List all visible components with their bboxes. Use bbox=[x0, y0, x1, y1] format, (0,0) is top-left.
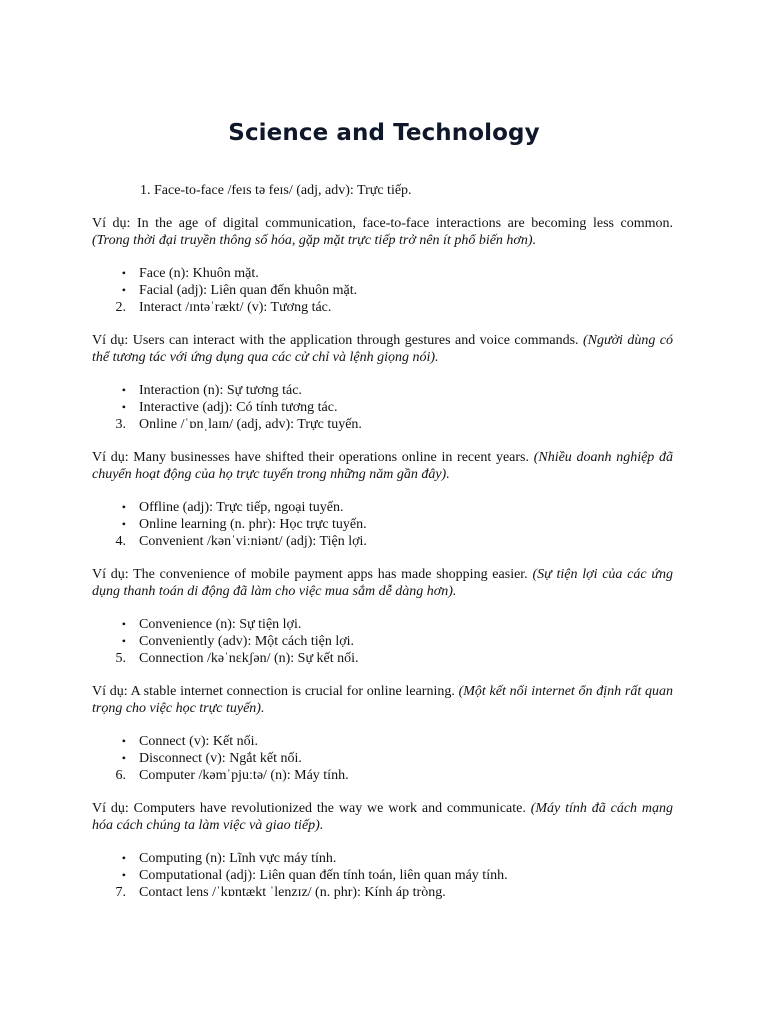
vocab-list-item bbox=[92, 265, 673, 282]
vocab-list-item bbox=[92, 616, 673, 633]
vocab-list-item bbox=[92, 867, 673, 884]
vocab-list bbox=[92, 382, 673, 433]
vocab-text: Computing (n): Lĩnh vực máy tính. bbox=[139, 851, 337, 866]
bullet-marker: • bbox=[121, 634, 126, 648]
number-marker: 2. bbox=[115, 300, 126, 315]
example-english: Ví dụ: Many businesses have shifted their operations online in recent years. bbox=[92, 450, 529, 465]
vocab-list-item bbox=[92, 516, 673, 533]
example-english: Ví dụ: In the age of digital communication, face-to-face interactions are becoming less common. bbox=[92, 216, 673, 231]
bullet-marker: • bbox=[121, 851, 126, 865]
vocab-text: Interaction (n): Sự tương tác. bbox=[139, 383, 302, 398]
example-english: Ví dụ: A stable internet connection is crucial for online learning. bbox=[92, 684, 455, 699]
example-translation: (Người dùng có thể tương tác với ứng dụng qua các cử chỉ và lệnh giọng nói). bbox=[92, 333, 674, 365]
vocab-text: Online /ˈɒnˌlaɪn/ (adj, adv): Trực tuyến. bbox=[139, 417, 362, 432]
page-title: Science and Technology bbox=[228, 120, 540, 146]
bullet-marker: • bbox=[121, 734, 126, 748]
example-translation: (Trong thời đại truyền thông số hóa, gặp mặt trực tiếp trở nên ít phổ biến hơn). bbox=[92, 233, 537, 248]
vocab-list bbox=[92, 733, 673, 784]
example-sentence bbox=[92, 800, 673, 834]
vocab-list-item bbox=[92, 733, 673, 750]
vocab-text: Offline (adj): Trực tiếp, ngoại tuyến. bbox=[139, 500, 344, 515]
example-english: Ví dụ: The convenience of mobile payment apps has made shopping easier. bbox=[92, 567, 528, 582]
number-marker: 3. bbox=[115, 417, 126, 432]
bullet-marker: • bbox=[121, 266, 126, 280]
vocab-text: Disconnect (v): Ngắt kết nối. bbox=[139, 751, 302, 766]
example-sentence bbox=[92, 332, 673, 366]
vocab-list bbox=[92, 850, 673, 901]
number-marker: 6. bbox=[115, 768, 126, 783]
vocab-list-item bbox=[92, 399, 673, 416]
vocab-list-item bbox=[92, 884, 673, 901]
vocab-text: Conveniently (adv): Một cách tiện lợi. bbox=[139, 634, 355, 649]
bullet-marker: • bbox=[121, 283, 126, 297]
bullet-marker: • bbox=[121, 517, 126, 531]
example-translation: (Sự tiện lợi của các ứng dụng thanh toán di động đã làm cho việc mua sắm dễ dàng hơn). bbox=[92, 567, 673, 599]
bullet-marker: • bbox=[121, 500, 126, 514]
vocab-text: Interactive (adj): Có tính tương tác. bbox=[139, 400, 338, 415]
example-translation: (Nhiều doanh nghiệp đã chuyển hoạt động của họ trực tuyến trong những năm gần đây). bbox=[92, 450, 673, 482]
vocab-list-item bbox=[92, 633, 673, 650]
number-marker: 7. bbox=[115, 885, 126, 900]
vocab-text: Computer /kəmˈpjuːtə/ (n): Máy tính. bbox=[139, 768, 349, 783]
bullet-marker: • bbox=[121, 400, 126, 414]
bullet-marker: • bbox=[121, 617, 126, 631]
vocab-text: Interact /ɪntəˈrækt/ (v): Tương tác. bbox=[139, 300, 332, 315]
example-english: Ví dụ: Users can interact with the application through gestures and voice commands. bbox=[92, 333, 579, 348]
example-sentence bbox=[92, 566, 673, 600]
vocab-text: Computational (adj): Liên quan đến tính toán, liên quan máy tính. bbox=[139, 868, 508, 883]
vocab-list-item bbox=[92, 499, 673, 516]
vocab-text: Connection /kəˈnɛkʃən/ (n): Sự kết nối. bbox=[139, 651, 359, 666]
vocab-list-item bbox=[92, 382, 673, 399]
vocab-text: Online learning (n. phr): Học trực tuyến. bbox=[139, 517, 367, 532]
example-translation: (Một kết nối internet ổn định rất quan trọng cho việc học trực tuyến). bbox=[92, 684, 673, 716]
vocab-text: Convenient /kənˈviːniənt/ (adj): Tiện lợi. bbox=[139, 534, 367, 549]
vocab-list-item bbox=[92, 650, 673, 667]
bullet-marker: • bbox=[121, 868, 126, 882]
bullet-marker: • bbox=[121, 751, 126, 765]
vocab-text: Facial (adj): Liên quan đến khuôn mặt. bbox=[139, 283, 358, 298]
example-english: Ví dụ: Computers have revolutionized the way we work and communicate. bbox=[92, 801, 526, 816]
vocab-text: Convenience (n): Sự tiện lợi. bbox=[139, 617, 302, 632]
vocab-list-item bbox=[92, 282, 673, 299]
example-translation: (Máy tính đã cách mạng hóa cách chúng ta làm việc và giao tiếp). bbox=[92, 801, 674, 833]
vocab-text: Contact lens /ˈkɒntækt ˈlenzɪz/ (n. phr): Kính áp tròng. bbox=[139, 885, 446, 900]
vocab-list-item bbox=[92, 850, 673, 867]
vocab-list bbox=[92, 616, 673, 667]
bullet-marker: • bbox=[121, 383, 126, 397]
example-sentence bbox=[92, 683, 673, 717]
vocab-text: Connect (v): Kết nối. bbox=[139, 734, 258, 749]
vocab-list-item bbox=[92, 416, 673, 433]
vocab-heading-item: 1. Face-to-face /feɪs tə feɪs/ (adj, adv): Trực tiếp. bbox=[140, 183, 412, 198]
vocab-list bbox=[92, 499, 673, 550]
number-marker: 5. bbox=[115, 651, 126, 666]
number-marker: 4. bbox=[115, 534, 126, 549]
document-body bbox=[92, 182, 673, 917]
vocab-text: Face (n): Khuôn mặt. bbox=[139, 266, 259, 281]
vocab-list-item bbox=[92, 299, 673, 316]
vocab-list-item bbox=[92, 533, 673, 550]
vocab-list-item bbox=[92, 767, 673, 784]
vocab-list-item bbox=[92, 750, 673, 767]
vocab-list bbox=[92, 265, 673, 316]
example-sentence bbox=[92, 449, 673, 483]
example-sentence bbox=[92, 215, 673, 249]
